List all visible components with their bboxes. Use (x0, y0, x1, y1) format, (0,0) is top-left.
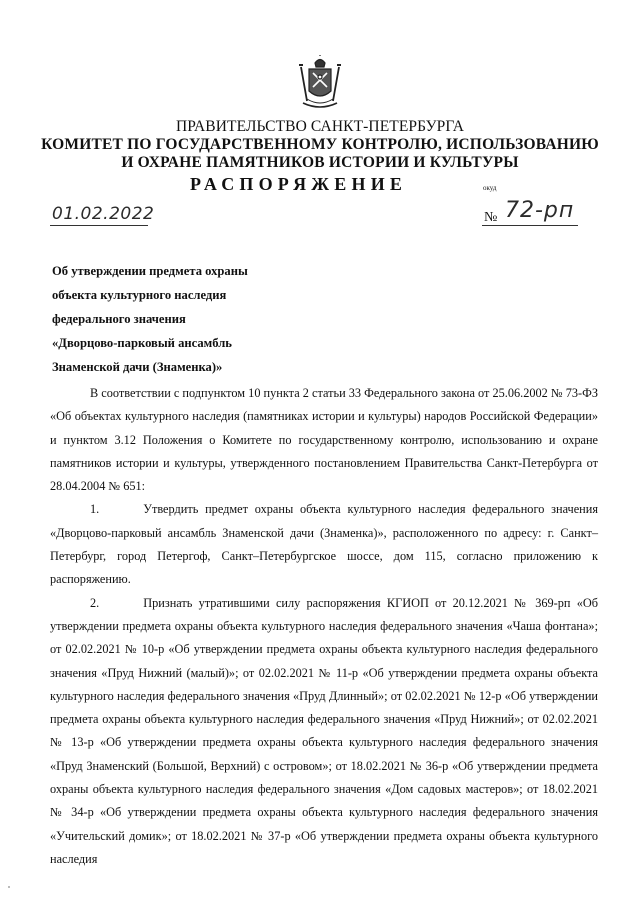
document-number: 72-рп (505, 198, 575, 223)
document-date: 01.02.2022 (52, 204, 155, 224)
document-type: РАСПОРЯЖЕНИЕ (190, 174, 408, 194)
committee-title-line-1: КОМИТЕТ ПО ГОСУДАРСТВЕННОМУ КОНТРОЛЮ, ИСПОЛЬЗОВАНИЮ (41, 136, 599, 153)
number-sign: № (484, 210, 498, 225)
date-underline (50, 225, 148, 226)
okud-label: окуд (483, 184, 497, 192)
subject-line-3: федерального значения (52, 312, 186, 326)
subject-line-5: Знаменской дачи (Знаменка)» (52, 360, 223, 374)
item-2-text: Признать утратившими силу распоряжения КГИОП от 20.12.2021 № 369-рп «Об утверждении предмета охраны объекта культурного наследия федерального значения «Чаша фонтана»; от 02.02.2021 № 10-р «Об утверждении предмета охраны объекта культурного наследия федерального значения «Пруд Нижний (малый)»; от 02.02.2021 № 11-р «Об утверждении предмета охраны объекта культурного наследия федерального значения «Пруд Длинный»; от 02.02.2021 № 12-р «Об утверждении предмета охраны объекта культурного наследия федерального значения «Пруд Нижний»; от 02.02.2021 № 13-р «Об утверждении предмета охраны объекта культурного наследия федерального значения «Пруд Знаменский (Большой, Верхний) с островом»; от 18.02.2021 № 36-р «Об утверждении предмета охраны объекта культурного наследия федерального значения «Дом садовых мастеров»; от 18.02.2021 № 34-р «Об утверждении предмета охраны объекта культурного наследия федерального значения «Учительский домик»; от 18.02.2021 № 37-р «Об утверждении предмета охраны объекта культурного наследия (50, 595, 598, 866)
government-title: ПРАВИТЕЛЬСТВО САНКТ-ПЕТЕРБУРГА (175, 118, 465, 135)
preamble-paragraph: В соответствии с подпунктом 10 пункта 2 статьи 33 Федерального закона от 25.06.2002 № 73-ФЗ «Об объектах культурного наследия (памятниках истории и культуры) народов Российской Федерации» и пунктом 3.12 Положения о Комитете по государственному контролю, использованию и охране памятников истории и культуры, утвержденного постановлением Правительства Санкт-Петербурга от 28.04.2004 № 651: (50, 386, 598, 494)
subject-line-2: объекта культурного наследия (52, 288, 227, 302)
item-2-paragraph (50, 592, 598, 872)
number-underline (482, 225, 578, 226)
document-body (50, 382, 598, 871)
subject-line-4: «Дворцово-парковый ансамбль (52, 336, 232, 350)
item-1-paragraph (50, 498, 598, 591)
item-1-text: Утвердить предмет охраны объекта культурного наследия федерального значения «Дворцово-парковый ансамбль Знаменской дачи (Знаменка)», расположенного по адресу: г. Санкт–Петербург, город Петергоф, Санкт–Петербургское шоссе, дом 115, согласно приложению к распоряжению. (50, 502, 598, 587)
committee-title-line-2: И ОХРАНЕ ПАМЯТНИКОВ ИСТОРИИ И КУЛЬТУРЫ (121, 154, 519, 171)
subject-line-1: Об утверждении предмета охраны (52, 264, 248, 278)
scan-mark (8, 886, 10, 888)
coat-of-arms-icon (297, 55, 343, 113)
item-1-number: 1. (90, 502, 100, 517)
item-2-number: 2. (90, 595, 100, 610)
committee-title (0, 136, 640, 172)
